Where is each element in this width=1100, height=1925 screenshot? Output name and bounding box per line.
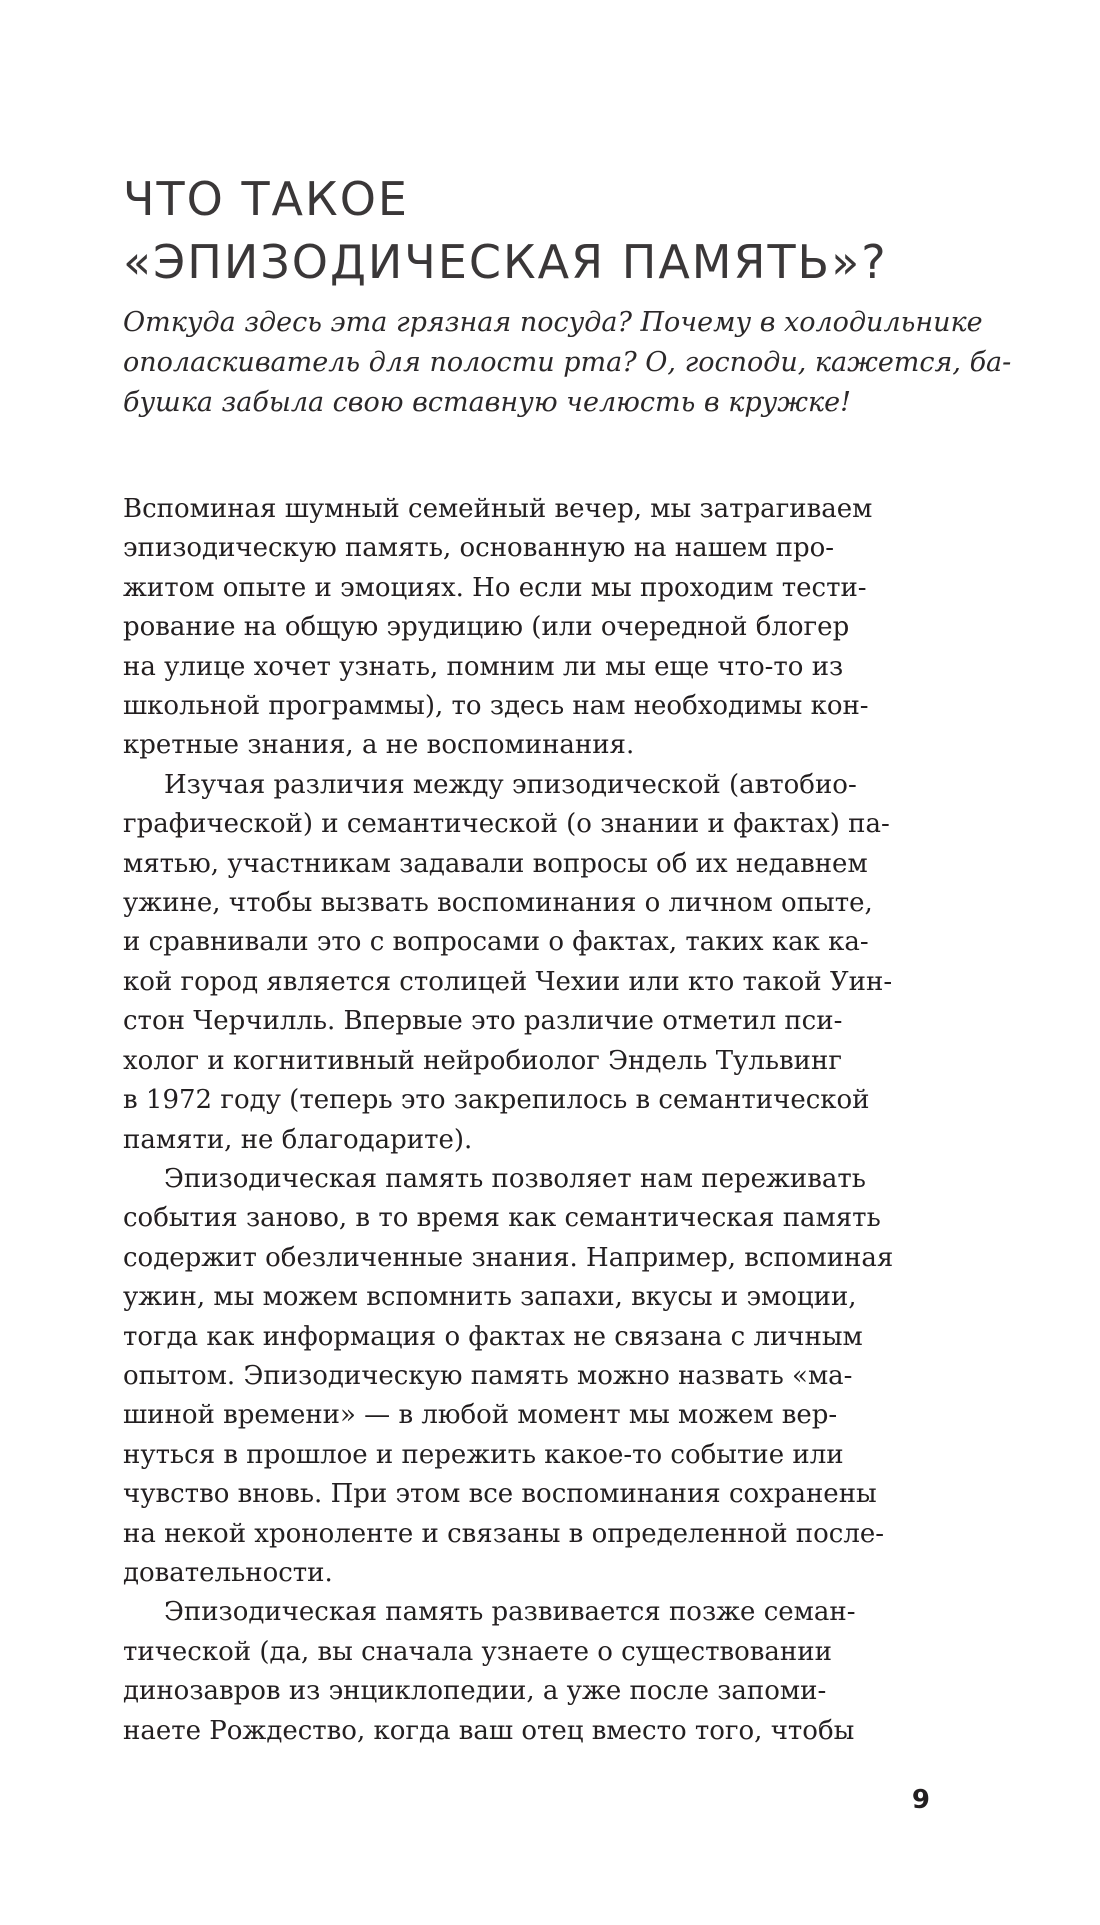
body-line: наете Рождество, когда ваш отец вместо того, чтобы: [123, 1715, 855, 1746]
body-line: довательности.: [123, 1557, 333, 1588]
body-line: житом опыте и эмоциях. Но если мы проходим тести-: [123, 572, 867, 603]
body-line: и сравнивали это с вопросами о фактах, таких как ка-: [123, 927, 869, 958]
body-line: рование на общую эрудицию (или очередной блогер: [123, 612, 850, 643]
epigraph-line: ополаскиватель для полости рта? О, господи, кажется, ба-: [123, 347, 1012, 378]
body-line: содержит обезличенные знания. Например, вспоминая: [123, 1242, 894, 1273]
epigraph: [123, 303, 1012, 423]
body-line: холог и когнитивный нейробиолог Эндель Тульвинг: [123, 1045, 842, 1076]
chapter-heading: [123, 168, 1003, 294]
body-line: мятью, участникам задавали вопросы об их недавнем: [123, 848, 868, 879]
body-line: графической) и семантической (о знании и фактах) па-: [123, 809, 890, 840]
body-line: в 1972 году (теперь это закрепилось в семантической: [123, 1085, 870, 1116]
body-line: Эпизодическая память развивается позже семан-: [164, 1597, 856, 1628]
chapter-heading-line-1: ЧТО ТАКОЕ: [123, 172, 409, 226]
body-line: памяти, не благодарите).: [123, 1124, 473, 1155]
epigraph-line: Откуда здесь эта грязная посуда? Почему в холодильнике: [123, 307, 983, 338]
body-line: на улице хочет узнать, помним ли мы еще что-то из: [123, 651, 844, 682]
epigraph-line: бушка забыла свою вставную челюсть в кружке!: [123, 387, 851, 418]
body-line: Вспоминая шумный семейный вечер, мы затрагиваем: [123, 494, 873, 524]
body-line: ужин, мы можем вспомнить запахи, вкусы и эмоции,: [123, 1282, 857, 1313]
body-line: стон Черчилль. Впервые это различие отметил пси-: [123, 1006, 843, 1037]
chapter-heading-line-2: «ЭПИЗОДИЧЕСКАЯ ПАМЯТЬ»?: [123, 235, 888, 289]
body-line: школьной программы), то здесь нам необходимы кон-: [123, 691, 869, 722]
page-number: 9: [911, 1785, 930, 1815]
body-text: [123, 490, 983, 1751]
body-line: события заново, в то время как семантическая память: [123, 1203, 881, 1234]
body-line: тической (да, вы сначала узнаете о существовании: [123, 1636, 832, 1667]
body-line: нуться в прошлое и пережить какое-то событие или: [123, 1439, 844, 1470]
body-line: динозавров из энциклопедии, а уже после запоми-: [123, 1676, 827, 1707]
body-line: опытом. Эпизодическую память можно назвать «ма-: [123, 1360, 853, 1391]
body-line: кретные знания, а не воспоминания.: [123, 730, 635, 761]
body-line: ужине, чтобы вызвать воспоминания о личном опыте,: [123, 888, 873, 919]
body-line: тогда как информация о фактах не связана с личным: [123, 1321, 863, 1352]
body-line: Изучая различия между эпизодической (автобио-: [164, 769, 857, 800]
body-line: чувство вновь. При этом все воспоминания сохранены: [123, 1479, 877, 1510]
body-line: шиной времени» — в любой момент мы можем вер-: [123, 1400, 838, 1431]
body-line: на некой хроноленте и связаны в определенной после-: [123, 1518, 885, 1549]
body-line: эпизодическую память, основанную на нашем про-: [123, 533, 835, 564]
body-line: кой город является столицей Чехии или кто такой Уин-: [123, 966, 893, 997]
body-line: Эпизодическая память позволяет нам переживать: [164, 1163, 866, 1194]
